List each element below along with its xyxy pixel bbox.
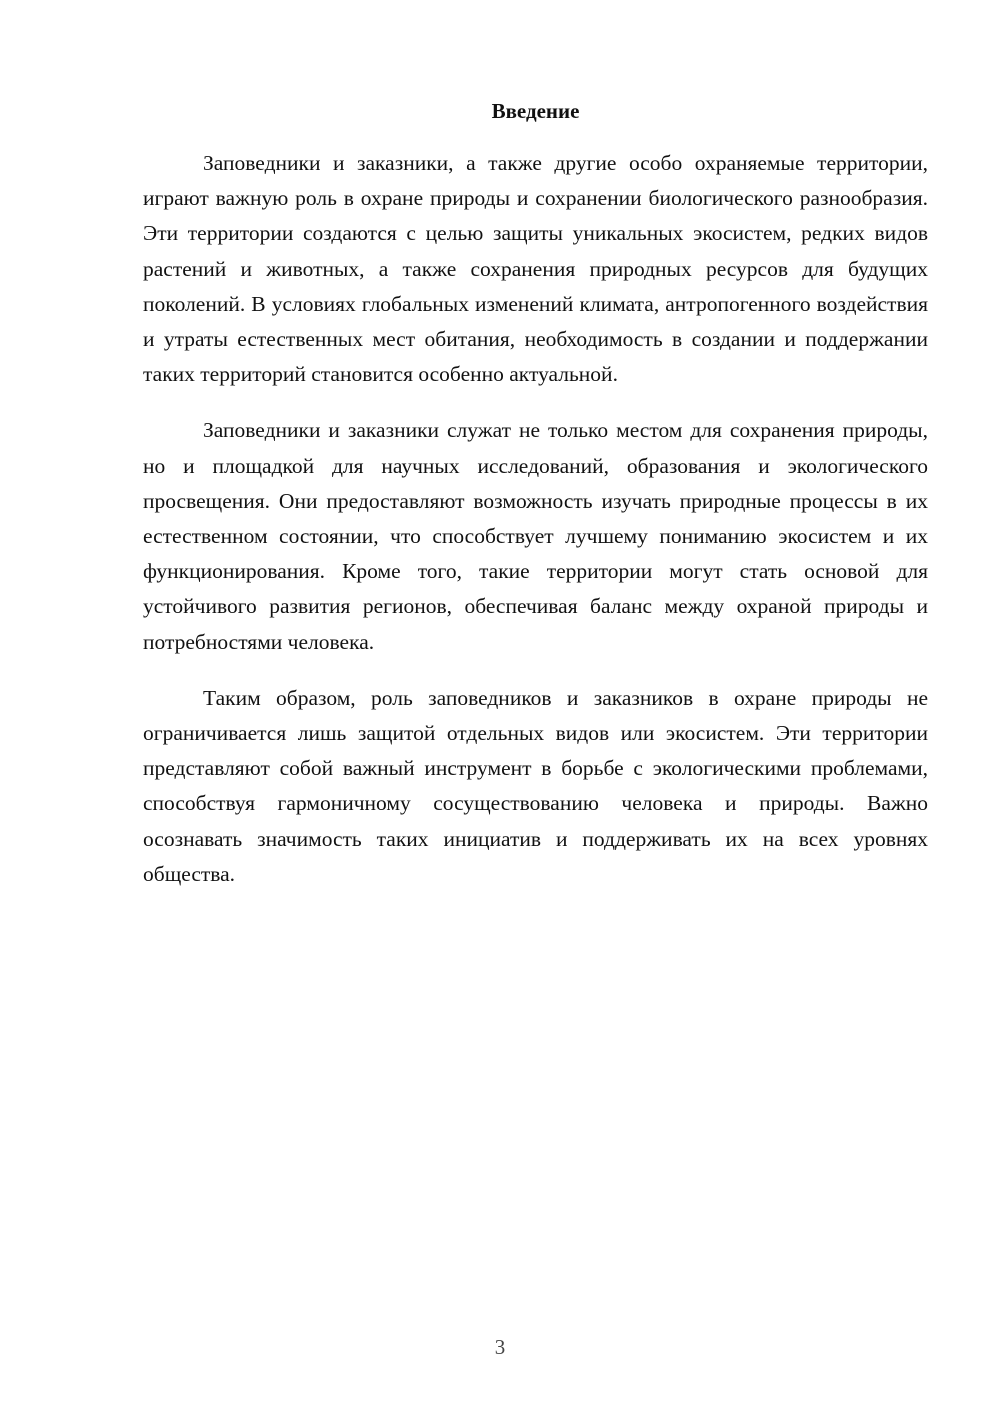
page-number: 3 bbox=[494, 1335, 506, 1359]
section-heading: Введение bbox=[491, 99, 580, 123]
page-content bbox=[143, 96, 928, 913]
paragraph-1: Заповедники и заказники, а также другие особо охраняемые территории, играют важную роль в охране природы и сохранении биологического разнообразия. Эти территории создаются с целью защиты уникальных экосистем, редких видов растений и животных, а также сохранения природных ресурсов для будущих поколений. В условиях глобальных изменений климата, антропогенного воздействия и утраты естественных мест обитания, необходимость в создании и поддержании таких территорий становится особенно актуальной. bbox=[143, 151, 928, 387]
paragraph-2: Заповедники и заказники служат не только местом для сохранения природы, но и площадкой для научных исследований, образования и экологического просвещения. Они предоставляют возможность изучать природные процессы в их естественном состоянии, что способствует лучшему пониманию экосистем и их функционирования. Кроме того, такие территории могут стать основой для устойчивого развития регионов, обеспечивая баланс между охраной природы и потребностями человека. bbox=[143, 418, 928, 654]
paragraph-3: Таким образом, роль заповедников и заказников в охране природы не ограничивается лишь защитой отдельных видов или экосистем. Эти территории представляют собой важный инструмент в борьбе с экологическими проблемами, способствуя гармоничному сосуществованию человека и природы. Важно осознавать значимость таких инициатив и поддерживать их на всех уровнях общества. bbox=[143, 685, 928, 886]
